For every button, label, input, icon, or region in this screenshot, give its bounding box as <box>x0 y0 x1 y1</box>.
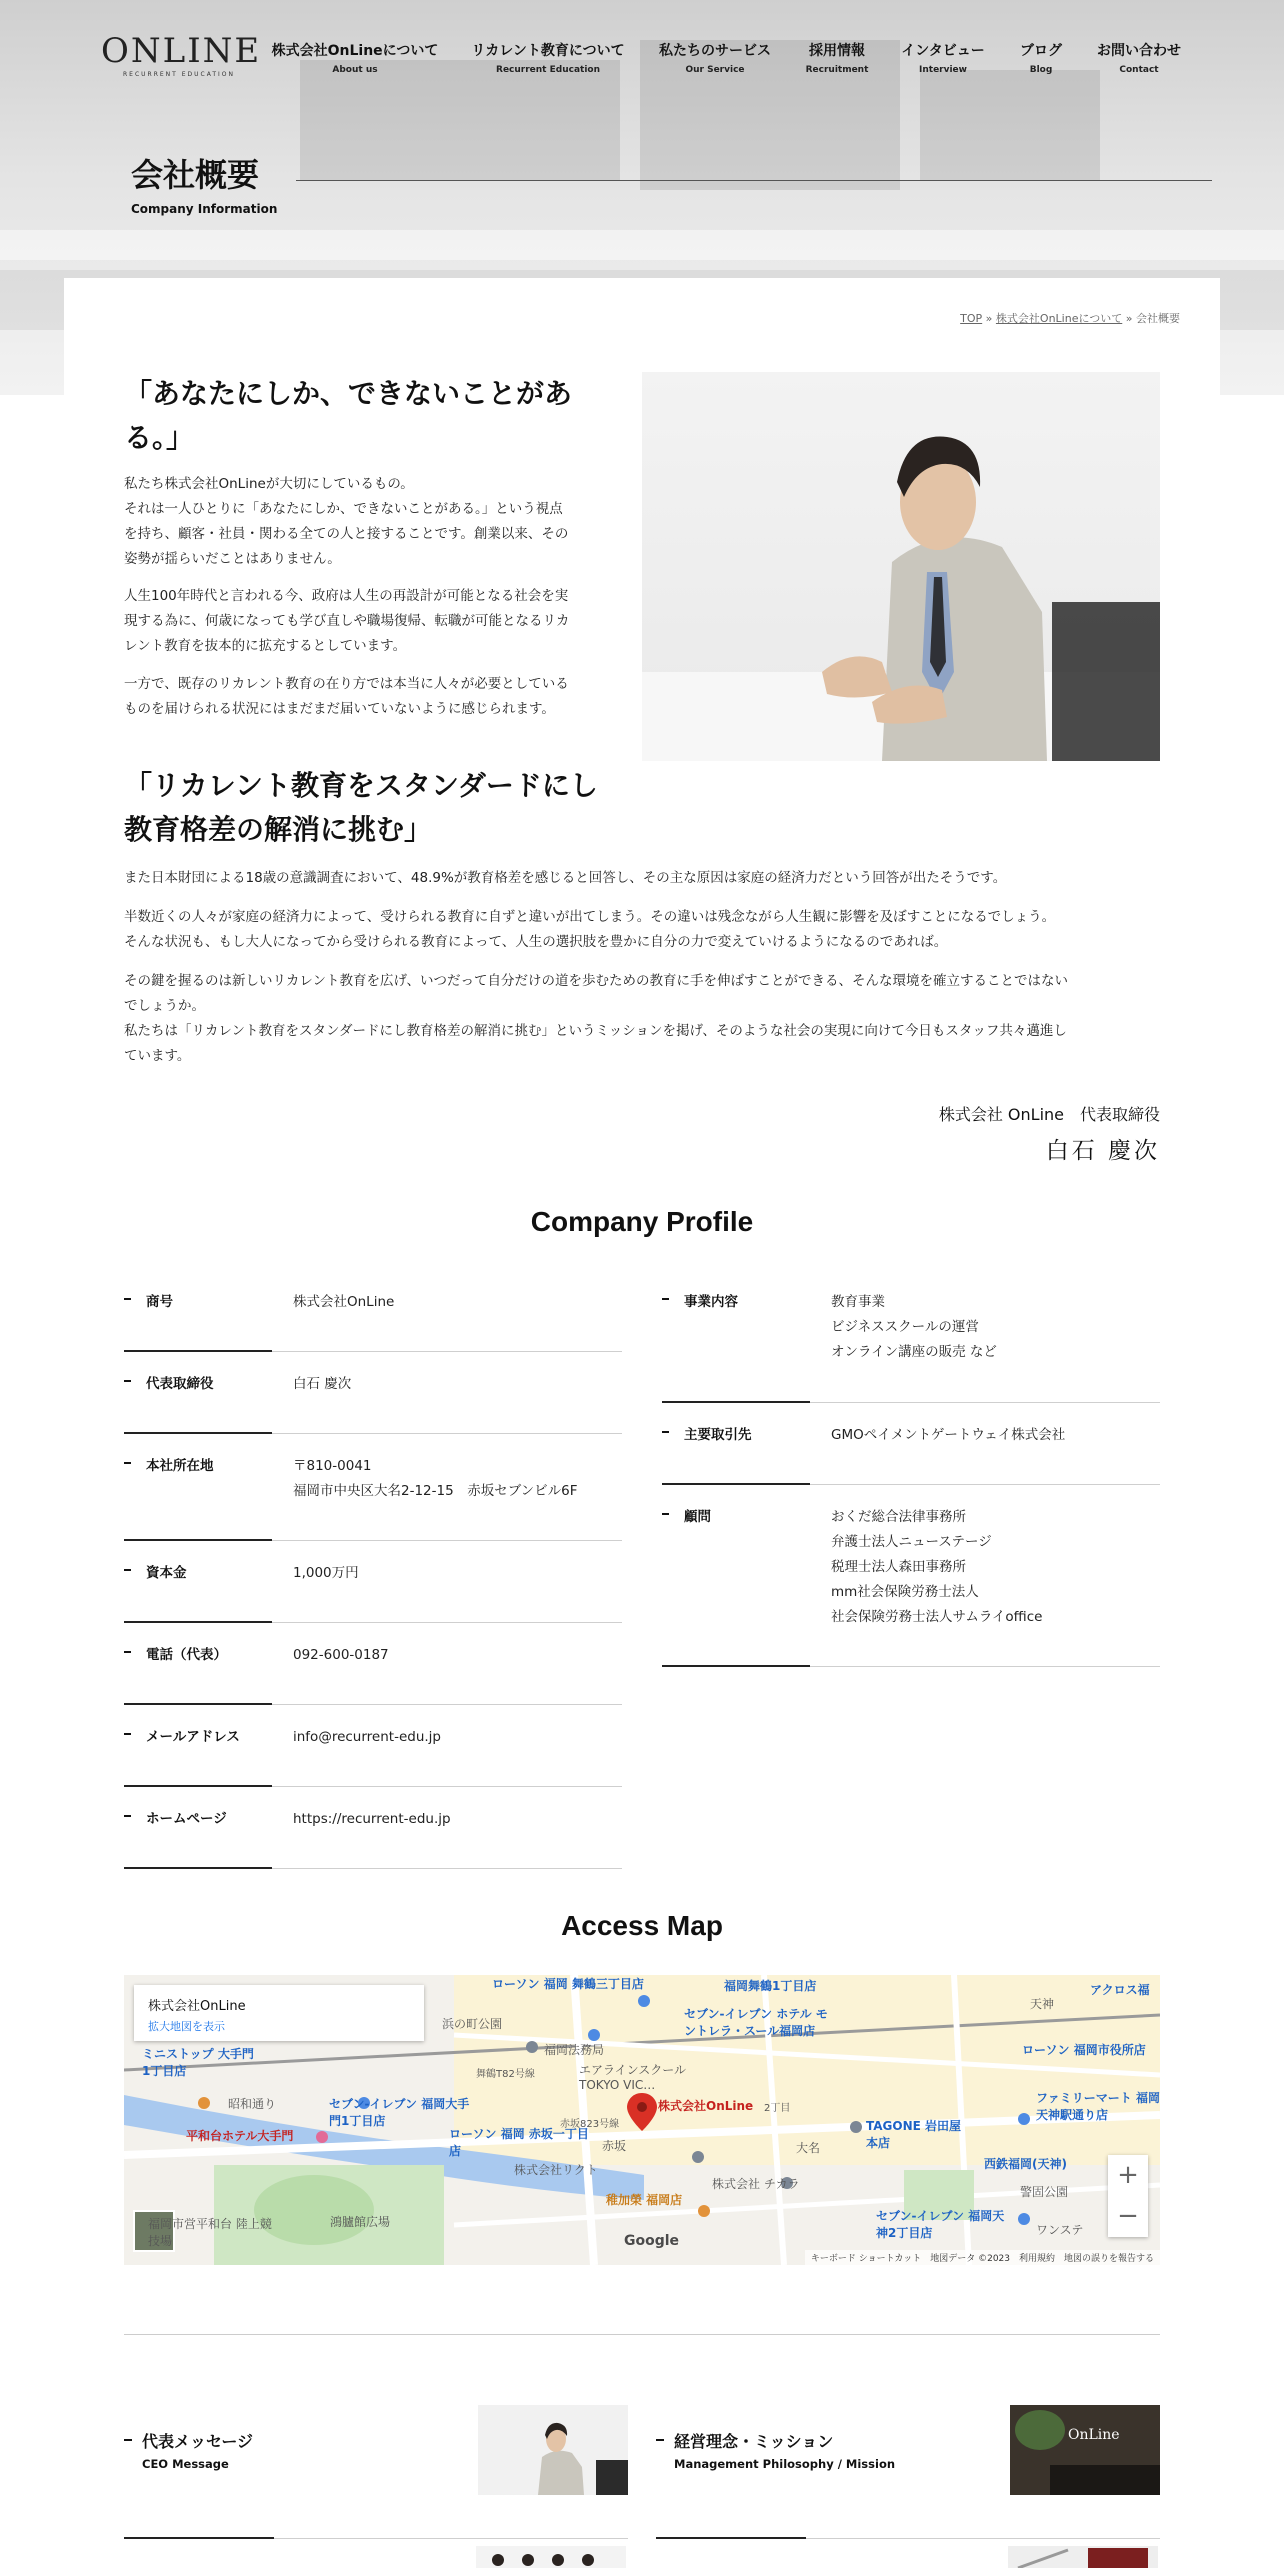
ceo-illustration <box>642 372 1160 761</box>
paragraph-line: 私たち株式会社OnLineが大切にしているもの。 <box>124 476 414 492</box>
profile-value: https://recurrent-edu.jp <box>293 1811 451 1827</box>
section-divider <box>124 2334 1160 2335</box>
books-thumbnail-illustration <box>1008 2546 1158 2568</box>
nav-label: 私たちのサービス <box>659 43 771 59</box>
nav-label: リカレント教育について <box>471 43 625 59</box>
access-title: Access Map <box>561 1910 723 1941</box>
profile-label: メールアドレス <box>146 1729 240 1745</box>
profile-label: 主要取引先 <box>684 1427 752 1443</box>
nav-label: お問い合わせ <box>1097 43 1181 59</box>
nav-item-contact[interactable] <box>1097 40 1181 75</box>
nav-item-recurrent[interactable] <box>471 40 624 75</box>
row-dash <box>124 1733 131 1735</box>
ceo-thumbnail-illustration <box>478 2405 628 2495</box>
nav-sublabel: Recruitment <box>805 65 869 75</box>
profile-value: おくだ総合法律事務所 弁護士法人ニューステージ 税理士法人森田事務所 mm社会保険労務士法人 社会保険労務士法人サムライoffice <box>831 1509 1043 1625</box>
nav-sublabel: About us <box>332 65 378 75</box>
nav-sublabel: Blog <box>1029 65 1053 75</box>
breadcrumb <box>960 310 1180 326</box>
nav-item-about[interactable] <box>272 40 439 75</box>
profile-label: ホームページ <box>146 1811 227 1827</box>
profile-row <box>124 1623 622 1705</box>
profile-label: 事業内容 <box>684 1294 738 1310</box>
map-enlarge-link[interactable]: 拡大地図を表示 <box>148 2020 225 2033</box>
profile-row <box>124 1352 622 1434</box>
row-dash <box>662 1513 669 1515</box>
title-divider <box>296 180 1212 181</box>
office-thumbnail-illustration <box>1010 2405 1160 2495</box>
profile-row <box>124 1705 622 1787</box>
profile-row <box>124 1787 622 1869</box>
map-label-chikae: 稚加榮 福岡店 <box>606 2193 683 2207</box>
row-accent <box>662 1665 810 1667</box>
profile-row <box>662 1270 1160 1403</box>
row-accent <box>124 1867 272 1869</box>
paragraph-line: そんな状況も、もし大人になってから受けられる教育によって、人生の選択肢を豊かに自分の力で変えていけるようになるのであれば。 <box>124 934 948 950</box>
map-label-2chome: 2丁目 <box>764 2103 791 2114</box>
nav-item-interview[interactable] <box>901 40 984 75</box>
link-card-accent <box>124 2537 274 2539</box>
link-card-subtitle: Management Philosophy / Mission <box>674 2457 896 2471</box>
row-dash <box>124 1569 131 1571</box>
nav-label: 採用情報 <box>808 43 865 59</box>
paragraph-line: 人生100年時代と言われる今、政府は人生の再設計が可能となる社会を実 <box>124 588 569 604</box>
paragraph-line: を持ち、顧客・社員・関わる全ての人と接することです。創業以来、その <box>124 526 569 542</box>
profile-row <box>124 1270 622 1352</box>
profile-value: 白石 慶次 <box>293 1376 352 1392</box>
thumb-logo-text: OnLine <box>1068 2427 1120 2443</box>
map-label-seven-hotel: セブン-イレブン ホテル モントレラ・スール福岡店 <box>684 2007 828 2038</box>
row-dash <box>662 1298 669 1300</box>
google-map[interactable] <box>124 1975 1160 2265</box>
profile-label: 商号 <box>146 1294 173 1310</box>
map-zoom-control <box>1108 2155 1148 2237</box>
map-info-box <box>134 1985 424 2041</box>
heading-line: 教育格差の解消に挑む」 <box>124 813 433 846</box>
profile-label: 資本金 <box>146 1565 187 1581</box>
message-heading-1 <box>124 372 572 460</box>
link-card-philosophy[interactable] <box>656 2405 1160 2539</box>
map-label-akasaka: 赤坂 <box>602 2139 627 2153</box>
zoom-out-button[interactable]: − <box>1117 2201 1139 2231</box>
map-label-tenjin: 天神 <box>1030 1997 1055 2011</box>
nav-label: 株式会社OnLineについて <box>271 43 439 59</box>
message-paragraph-6 <box>124 969 1068 1069</box>
office-thumbnail <box>1010 2405 1160 2495</box>
books-thumbnail[interactable] <box>1008 2546 1158 2568</box>
paragraph-line: ています。 <box>124 1048 191 1064</box>
map-label-lawson-akasaka: ローソン 福岡 赤坂一丁目店 <box>449 2127 589 2158</box>
map-label-daimyo: 大名 <box>796 2141 821 2155</box>
signature-company: 株式会社 OnLine 代表取締役 <box>938 1105 1160 1124</box>
map-label-houmukyoku: 福岡法務局 <box>544 2043 605 2057</box>
map-label-road-82: 舞鶴T82号線 <box>476 2069 535 2080</box>
link-card-title: 代表メッセージ <box>142 2429 253 2452</box>
nav-label: インタビュー <box>901 43 985 59</box>
signature-name: 白石 慶次 <box>1045 1138 1160 1164</box>
map-label-kego-park: 警固公園 <box>1020 2185 1069 2199</box>
heading-line: 「あなたにしか、できないことがあ <box>124 377 573 410</box>
map-label-seven-otemon: セブン-イレブン 福岡大手門1丁目店 <box>329 2097 470 2128</box>
profile-value: info@recurrent-edu.jp <box>293 1729 441 1745</box>
hero-desk-shape <box>0 230 1284 260</box>
nav-sublabel: Our Service <box>685 65 745 75</box>
message-paragraph-3 <box>124 672 569 722</box>
profile-title: Company Profile <box>530 1206 754 1237</box>
paragraph-line: 半数近くの人々が家庭の経済力によって、受けられる教育に自ずと違いが出てしまう。その違いは残念ながら人生観に影響を及ぼすことになるでしょう。 <box>124 909 1056 925</box>
profile-value: 株式会社OnLine <box>293 1294 395 1310</box>
nav-sublabel: Contact <box>1119 65 1159 75</box>
map-footer[interactable]: キーボード ショートカット 地図データ ©2023 利用規約 地図の誤りを報告する <box>805 2250 1160 2265</box>
page-title-jp: 会社概要 <box>131 156 260 194</box>
link-card-accent <box>656 2537 806 2539</box>
paragraph-line: レント教育を抜本的に拡充するとしています。 <box>124 638 407 654</box>
profile-label: 電話（代表） <box>146 1647 227 1663</box>
map-label-rikuto: 株式会社リクト <box>514 2163 598 2177</box>
heading-line: 「リカレント教育をスタンダードにし <box>124 769 598 802</box>
nav-item-blog[interactable] <box>1020 40 1062 75</box>
map-label-kourokan: 鴻臚館広場 <box>330 2215 391 2229</box>
map-pin-label[interactable]: 株式会社OnLine <box>658 2099 754 2113</box>
profile-value: 〒810-0041 福岡市中央区大名2-12-15 赤坂セブンビル6F <box>293 1458 578 1499</box>
page-title <box>131 150 277 216</box>
main-nav <box>0 40 1284 80</box>
profile-label: 代表取締役 <box>146 1376 214 1392</box>
link-card-ceo-message[interactable] <box>124 2405 628 2539</box>
breadcrumb-current: 会社概要 <box>1136 312 1180 325</box>
message-heading-2 <box>124 764 598 852</box>
map-label-road-823: 赤坂823号線 <box>560 2119 620 2130</box>
profile-value: 1,000万円 <box>293 1565 359 1581</box>
profile-label: 本社所在地 <box>146 1458 214 1474</box>
row-dash <box>124 1651 131 1653</box>
hero-shelf-shape <box>920 70 1100 180</box>
map-label-ministop: ミニストップ 大手門1丁目店 <box>142 2047 254 2078</box>
paragraph-line: また日本財団による18歳の意識調査において、48.9%が教育格差を感じると回答し、その主な原因は家庭の経済力だという回答が出たそうです。 <box>124 870 1007 886</box>
paragraph-line: その鍵を握るのは新しいリカレント教育を広げ、いつだって自分だけの道を歩むための教育に手を伸ばすことができる、そんな環境を確立することではない <box>124 973 1068 989</box>
map-label-familymart: ファミリーマート 福岡天神駅通り店 <box>1036 2091 1160 2122</box>
map-label-heiwadai-stadium: 福岡市営平和台 陸上競技場 <box>148 2217 272 2248</box>
nav-sublabel: Interview <box>919 65 967 75</box>
row-dash <box>124 1815 131 1817</box>
map-label-seven-tenjin: セブン-イレブン 福岡天神2丁目店 <box>876 2209 1005 2240</box>
map-label-tagone: TAGONE 岩田屋本店 <box>866 2119 962 2150</box>
breadcrumb-separator: » <box>982 312 996 325</box>
row-dash <box>662 1431 669 1433</box>
heading-line: る。」 <box>124 421 195 454</box>
map-label-showa-dori: 昭和通り <box>228 2097 277 2111</box>
google-logo: Google <box>624 2233 680 2249</box>
paragraph-line: 私たちは「リカレント教育をスタンダードにし教育格差の解消に挑む」というミッションを掲げ、そのような社会の実現に向けて今日もスタッフ共々邁進し <box>124 1023 1067 1039</box>
profile-row <box>662 1403 1160 1485</box>
ceo-thumbnail <box>478 2405 628 2495</box>
map-label-lawson-shiyakusho: ローソン 福岡市役所店 <box>1022 2043 1146 2057</box>
profile-row <box>124 1541 622 1623</box>
map-label-maizuru: 福岡舞鶴1丁目店 <box>724 1979 817 1993</box>
row-dash <box>124 1380 131 1382</box>
paragraph-line: でしょうか。 <box>124 998 205 1014</box>
message-paragraph-4 <box>124 866 1006 891</box>
paragraph-line: それは一人ひとりに「あなたにしか、できないことがある。」という視点 <box>124 501 563 517</box>
breadcrumb-top-link[interactable]: TOP <box>960 312 983 325</box>
breadcrumb-separator: » <box>1122 312 1136 325</box>
message-paragraph-2 <box>124 584 569 659</box>
profile-value: 教育事業 ビジネススクールの運営 オンライン講座の販売 など <box>831 1294 997 1360</box>
row-dash <box>124 1462 131 1464</box>
message-paragraph-5 <box>124 905 1055 955</box>
nav-item-recruit[interactable] <box>806 40 869 75</box>
profile-row <box>124 1434 622 1541</box>
nav-sublabel: Recurrent Education <box>496 65 600 75</box>
row-dash <box>124 1298 131 1300</box>
paragraph-line: 姿勢が揺らいだことはありません。 <box>124 551 341 567</box>
breadcrumb-parent-link[interactable]: 株式会社OnLineについて <box>995 312 1123 325</box>
page-title-en: Company Information <box>131 202 278 216</box>
map-label-chikara: 株式会社 チカラ <box>712 2177 800 2191</box>
map-label-onestep: ワンステ <box>1036 2223 1084 2237</box>
map-label-lawson-maizuru: ローソン 福岡 舞鶴三丁目店 <box>492 1977 644 1991</box>
nav-item-service[interactable] <box>659 40 771 75</box>
paragraph-line: ものを届けられる状況にはまだまだ届いていないように感じられます。 <box>124 701 555 717</box>
team-thumbnail-illustration <box>476 2546 626 2568</box>
profile-row <box>662 1485 1160 1667</box>
logo-subtext: RECURRENT EDUCATION <box>122 71 235 78</box>
nav-label: ブログ <box>1020 43 1062 59</box>
map-label-airline-school: エアラインスクール TOKYO VIC… <box>579 2063 687 2092</box>
profile-value: 092-600-0187 <box>293 1647 389 1663</box>
map-label-hamanomachi: 浜の町公園 <box>442 2017 503 2031</box>
team-thumbnail[interactable] <box>476 2546 626 2568</box>
paragraph-line: 一方で、既存のリカレント教育の在り方では本当に人々が必要としている <box>124 676 569 692</box>
map-label-nishitetsu: 西鉄福岡(天神) <box>984 2157 1067 2171</box>
zoom-in-button[interactable]: + <box>1117 2160 1139 2190</box>
map-info-title: 株式会社OnLine <box>148 1999 246 2014</box>
ceo-photo <box>642 372 1160 761</box>
profile-value: GMOペイメントゲートウェイ株式会社 <box>831 1427 1066 1443</box>
message-paragraph-1 <box>124 472 568 572</box>
logo-text: ONLINE <box>101 31 262 71</box>
map-label-acros: アクロス福 <box>1090 1983 1150 1997</box>
map-label-heiwadai-hotel: 平和台ホテル大手門 <box>186 2129 294 2143</box>
paragraph-line: 現する為に、何歳になっても学び直しや職場復帰、転職が可能となるリカ <box>124 613 570 629</box>
link-card-subtitle: CEO Message <box>142 2457 229 2471</box>
profile-label: 顧問 <box>684 1509 711 1525</box>
link-card-title: 経営理念・ミッション <box>674 2429 833 2452</box>
